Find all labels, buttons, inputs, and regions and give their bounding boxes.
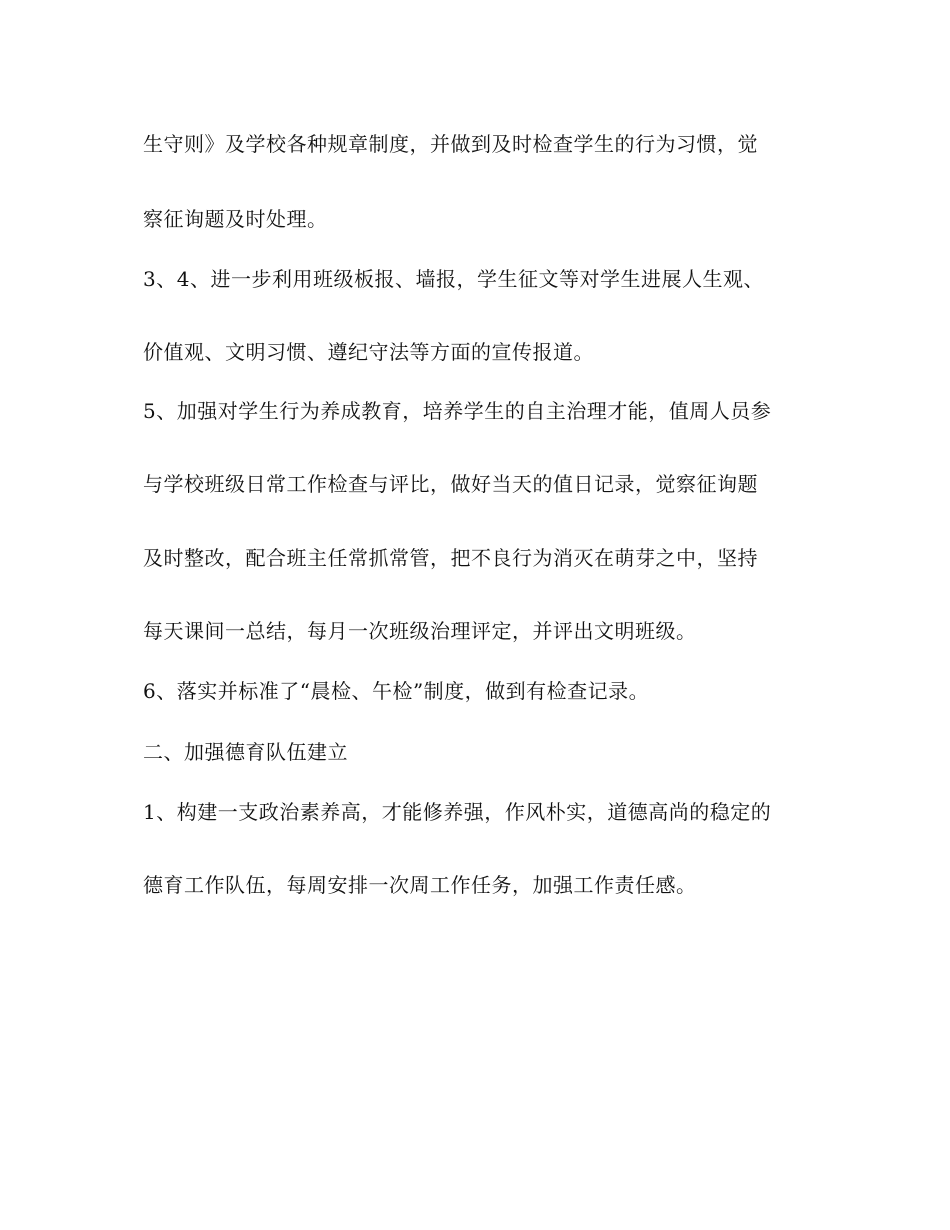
paragraph-line: 与学校班级日常工作检查与评比，做好当天的值日记录，觉察征询题 xyxy=(143,472,758,496)
paragraph-line: 每天课间一总结，每月一次班级治理评定，并评出文明班级。 xyxy=(143,619,697,643)
paragraph-line: 及时整改，配合班主任常抓常管，把不良行为消灭在萌芽之中，坚持 xyxy=(143,546,758,570)
paragraph-line: 1、构建一支政治素养高，才能修养强，作风朴实，道德高尚的稳定的 xyxy=(143,800,772,824)
paragraph-line: 价值观、文明习惯、遵纪守法等方面的宣传报道。 xyxy=(143,340,594,364)
paragraph-line: 5、加强对学生行为养成教育，培养学生的自主治理才能，值周人员参 xyxy=(143,399,772,423)
section-heading: 二、加强德育队伍建立 xyxy=(143,740,348,764)
paragraph-line: 6、落实并标准了“晨检、午检”制度，做到有检查记录。 xyxy=(143,679,650,703)
paragraph-line: 生守则》及学校各种规章制度，并做到及时检查学生的行为习惯，觉 xyxy=(143,132,758,156)
paragraph-line: 3、4、进一步利用班级板报、墙报，学生征文等对学生进展人生观、 xyxy=(143,267,764,291)
paragraph-line: 察征询题及时处理。 xyxy=(143,207,328,231)
paragraph-line: 德育工作队伍，每周安排一次周工作任务，加强工作责任感。 xyxy=(143,873,697,897)
